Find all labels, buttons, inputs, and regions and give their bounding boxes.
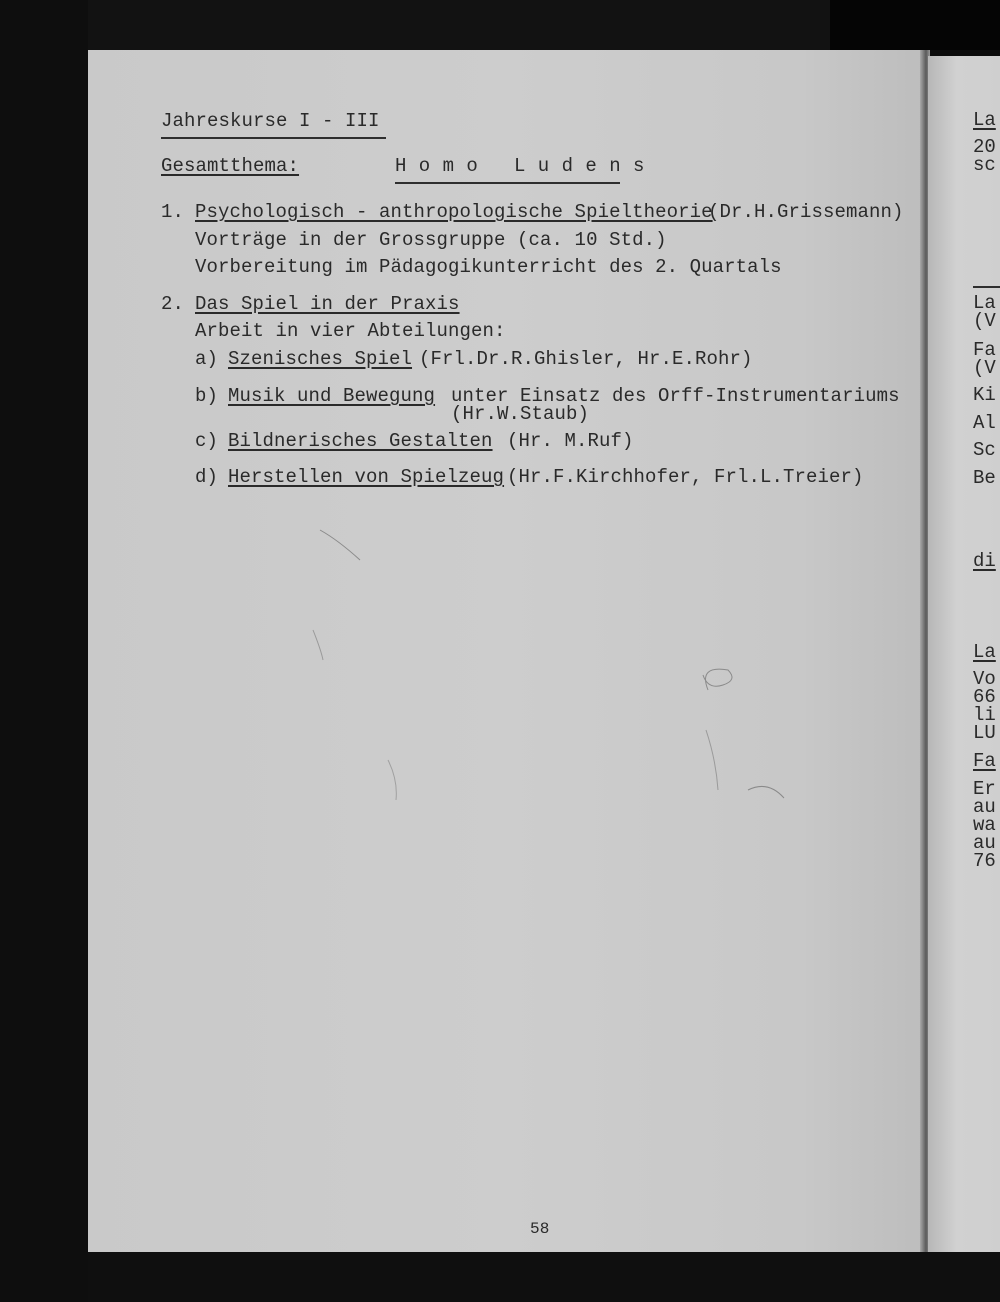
next-page-fragment: Be [973, 467, 996, 489]
scan-artifacts [88, 50, 924, 1252]
subitem-a-letter: a) [195, 348, 219, 370]
item-1-title: Psychologisch - anthropologische Spieltheorie [195, 201, 713, 223]
subitem-b-note-2: (Hr.W.Staub) [451, 403, 590, 425]
next-page-rule [973, 286, 1000, 288]
item-1-note: (Dr.H.Grissemann) [708, 201, 904, 223]
next-page-fragment: (V [973, 357, 996, 379]
scan-border-bottom [88, 1252, 1000, 1302]
subitem-a-note: (Frl.Dr.R.Ghisler, Hr.E.Rohr) [419, 348, 753, 370]
course-header: Jahreskurse I - III [161, 110, 380, 132]
document-page [88, 50, 924, 1252]
next-page-fragment: La [973, 109, 996, 131]
subitem-d-title: Herstellen von Spielzeug [228, 466, 505, 488]
next-page-fragment: 76 [973, 850, 996, 872]
subitem-b-title: Musik und Bewegung [228, 385, 436, 407]
next-page-fragment: 66 [973, 686, 996, 708]
item-2-number: 2. [161, 293, 185, 315]
item-1-line-1: Vorträge in der Grossgruppe (ca. 10 Std.) [195, 229, 667, 251]
next-page-fragment: Sc [973, 439, 996, 461]
theme-label: Gesamtthema: [161, 155, 300, 177]
next-page-fragment: li [973, 704, 996, 726]
theme-title: Homo Ludens [395, 155, 657, 177]
subitem-b-note: unter Einsatz des Orff-Instrumentariums [451, 385, 900, 407]
next-page-fragment: wa [973, 814, 996, 836]
next-page-fragment: au [973, 796, 996, 818]
next-page-fragment: Er [973, 778, 996, 800]
scan-border-top-right [830, 0, 1000, 50]
subitem-c-title: Bildnerisches Gestalten [228, 430, 493, 452]
next-page-fragment: La [973, 641, 996, 663]
next-page-fragment: di [973, 550, 996, 572]
item-2-title: Das Spiel in der Praxis [195, 293, 460, 315]
subitem-d-letter: d) [195, 466, 219, 488]
next-page-edge [928, 56, 1000, 1254]
next-page-fragment: 20 [973, 136, 996, 158]
subitem-a-title: Szenisches Spiel [228, 348, 413, 370]
next-page-fragment: Fa [973, 750, 996, 772]
item-2-intro: Arbeit in vier Abteilungen: [195, 320, 506, 342]
subitem-d-note: (Hr.F.Kirchhofer, Frl.L.Treier) [507, 466, 864, 488]
next-page-fragment: Al [973, 412, 996, 434]
page-number: 58 [530, 1220, 550, 1238]
next-page-fragment: (V [973, 310, 996, 332]
scan-border-left [0, 0, 88, 1302]
subitem-c-letter: c) [195, 430, 219, 452]
next-page-fragment: Ki [973, 384, 996, 406]
next-page-fragment: La [973, 292, 996, 314]
next-page-fragment: au [973, 832, 996, 854]
subitem-c-note: (Hr. M.Ruf) [507, 430, 634, 452]
subitem-b-letter: b) [195, 385, 219, 407]
next-page-fragment: sc [973, 154, 996, 176]
item-1-number: 1. [161, 201, 185, 223]
next-page-fragment: Fa [973, 339, 996, 361]
next-page-fragment: LU [973, 722, 996, 744]
scan-border-top [88, 0, 830, 50]
item-1-line-2: Vorbereitung im Pädagogikunterricht des 2. Quartals [195, 256, 782, 278]
next-page-fragment: Vo [973, 668, 996, 690]
